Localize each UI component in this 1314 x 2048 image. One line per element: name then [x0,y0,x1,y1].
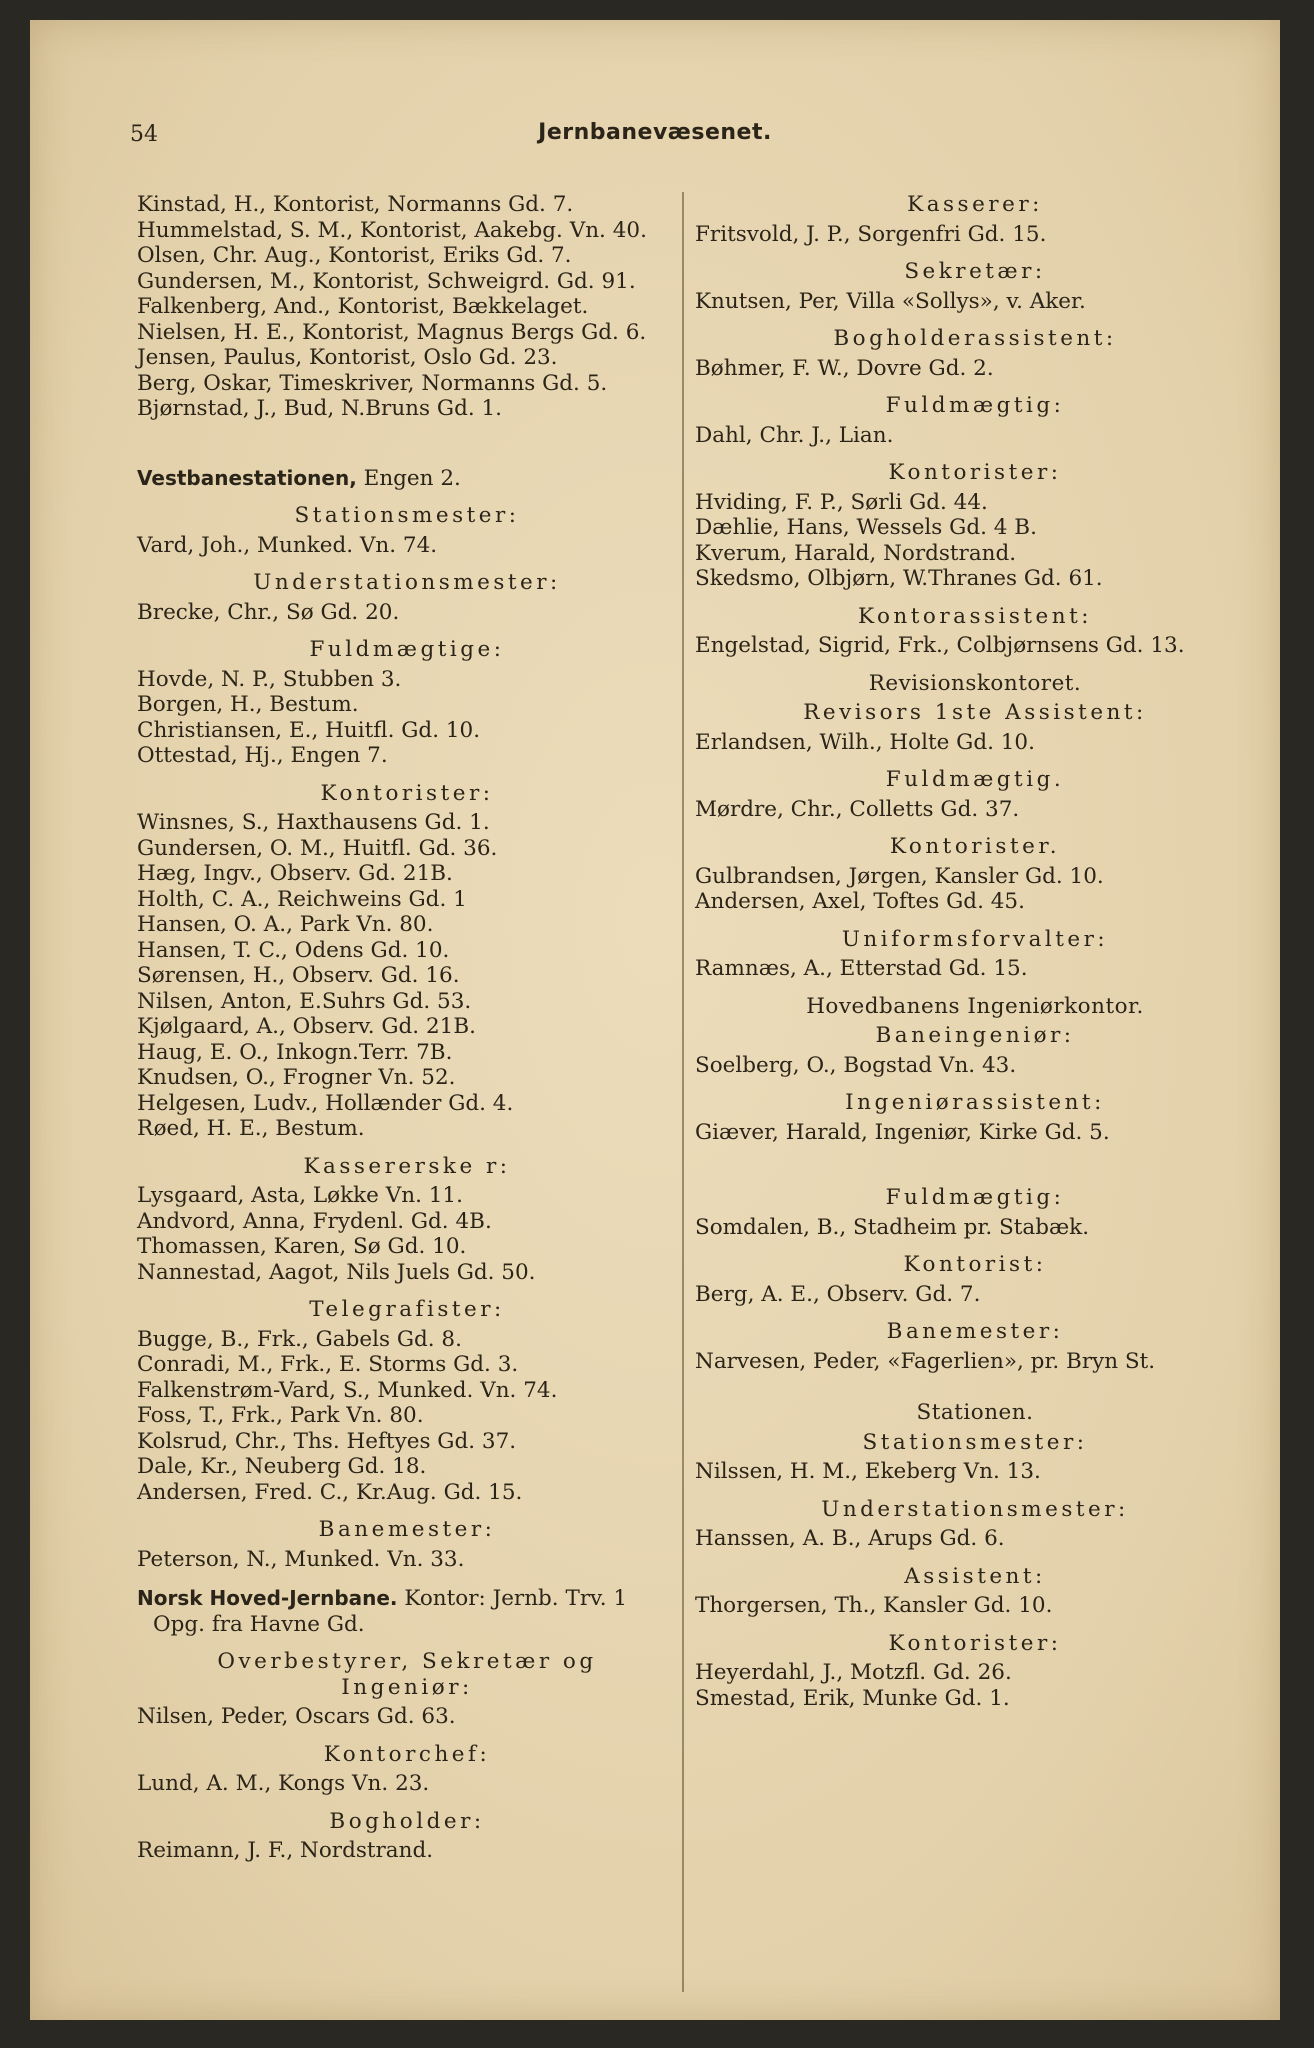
entry: Skedsmo, Olbjørn, W.Thranes Gd. 61. [695,566,1103,591]
entry: Falkenstrøm-Vard, S., Munked. Vn. 74. [137,1377,558,1403]
directory-page [30,20,1280,2020]
entry: Smestad, Erik, Munke Gd. 1. [695,1685,1010,1711]
entry: Ramnæs, A., Etterstad Gd. 15. [695,956,1028,981]
entry: Gundersen, O. M., Huitfl. Gd. 36. [137,835,498,861]
heading-stationsmester: Stationsmester: [294,503,520,528]
heading-kontorister: Kontorister. [889,834,1061,859]
heading-ingeniorassistent: Ingeniørassistent: [845,1090,1105,1115]
heading-stationsmester: Stationsmester: [862,1429,1088,1455]
entry: Peterson, N., Munked. Vn. 33. [137,1546,465,1572]
entry: Narvesen, Peder, «Fagerlien», pr. Bryn St. [695,1348,1156,1374]
entry: Christiansen, E., Huitfl. Gd. 10. [137,717,481,743]
running-title: Jernbanevæsenet. [538,120,772,145]
heading-kasserer: Kasserer: [907,192,1043,217]
heading-fuldmaegtig: Fuldmægtig. [885,767,1065,792]
entry: Borgen, H., Bestum. [137,692,359,717]
heading-baneingenior: Baneingeniør: [875,1023,1075,1048]
entry: Knutsen, Per, Villa «Sollys», v. Aker. [695,288,1086,314]
heading-bogholderassistent: Bogholderassistent: [833,326,1117,351]
section-hovedbanens-ingeniorkontor: Hovedbanens Ingeniørkontor. [806,993,1144,1019]
entry: Holth, C. A., Reichweins Gd. 1 [137,886,467,912]
entry: Dahl, Chr. J., Lian. [695,422,894,448]
org-address: Engen 2. [356,465,461,491]
heading-kontorist: Kontorist: [903,1252,1047,1277]
entry: Somdalen, B., Stadheim pr. Stabæk. [695,1214,1090,1240]
heading-banemester: Banemester: [318,1517,496,1542]
org-name: Vestbanestationen, [137,465,357,490]
heading-kassererske: Kassererske r: [303,1153,511,1179]
heading-kontorister: Kontorister: [888,460,1062,485]
entry: Kinstad, H., Kontorist, Normanns Gd. 7. [137,192,574,217]
page-number: 54 [130,122,158,147]
entry: Berg, Oskar, Timeskriver, Normanns Gd. 5. [137,370,608,396]
entry: Vard, Joh., Munked. Vn. 74. [137,532,438,558]
entry: Nannestad, Aagot, Nils Juels Gd. 50. [137,1259,536,1285]
entry: Gulbrandsen, Jørgen, Kansler Gd. 10. [695,863,1104,889]
heading-kontorchef: Kontorchef: [323,1741,491,1767]
entry: Heyerdahl, J., Motzfl. Gd. 26. [695,1660,1012,1685]
column-divider [682,192,684,1992]
entry: Ottestad, Hj., Engen 7. [137,743,388,768]
entry: Berg, A. E., Observ. Gd. 7. [695,1281,981,1307]
entry: Hovde, N. P., Stubben 3. [137,666,402,692]
org-address: Kontor: Jernb. Trv. 1 [397,1586,628,1611]
entry: Gundersen, M., Kontorist, Schweigrd. Gd. 91. [137,268,636,294]
entry: Andvord, Anna, Frydenl. Gd. 4B. [137,1208,492,1234]
entry: Hæg, Ingv., Observ. Gd. 21B. [137,861,453,886]
heading-kontorassistent: Kontorassistent: [857,603,1093,629]
entry: Hummelstad, S. M., Kontorist, Aakebg. Vn. 40. [137,217,647,243]
entry: Hanssen, A. B., Arups Gd. 6. [695,1526,1005,1551]
org-address-continued: Opg. fra Havne Gd. [153,1611,365,1637]
heading-telegrafister: Telegrafister: [309,1297,505,1322]
entry: Andersen, Fred. C., Kr.Aug. Gd. 15. [137,1479,523,1505]
entry: Winsnes, S., Haxthausens Gd. 1. [137,810,490,835]
entry: Fritsvold, J. P., Sorgenfri Gd. 15. [695,221,1047,247]
heading-fuldmaegtig: Fuldmægtig: [885,393,1065,418]
entry: Kolsrud, Chr., Ths. Heftyes Gd. 37. [137,1428,517,1454]
entry: Lund, A. M., Kongs Vn. 23. [137,1771,430,1796]
section-stationen: Stationen. [916,1400,1034,1425]
entry: Falkenberg, And., Kontorist, Bækkelaget. [137,294,589,319]
heading-assistent: Assistent: [904,1563,1046,1589]
heading-revisor: Revisors 1ste Assistent: [803,700,1147,725]
entry: Reimann, J. F., Nordstrand. [137,1838,434,1863]
section-norsk-hoved-jernbane [137,1586,677,1612]
entry: Hansen, T. C., Odens Gd. 10. [137,937,450,963]
right-column [695,192,1255,1711]
entry: Nilsen, Peder, Oscars Gd. 63. [137,1704,456,1729]
heading-uniformsforvalter: Uniformsforvalter: [841,926,1109,952]
entry: Conradi, M., Frk., E. Storms Gd. 3. [137,1352,519,1377]
entry: Jensen, Paulus, Kontorist, Oslo Gd. 23. [137,345,558,370]
entry: Knudsen, O., Frogner Vn. 52. [137,1065,456,1090]
entry: Thorgersen, Th., Kansler Gd. 10. [695,1593,1053,1618]
entry: Mørdre, Chr., Colletts Gd. 37. [695,796,1020,822]
heading-banemester: Banemester: [886,1319,1064,1344]
heading-bogholder: Bogholder: [329,1808,485,1834]
entry: Hviding, F. P., Sørli Gd. 44. [695,489,988,515]
entry: Andersen, Axel, Toftes Gd. 45. [695,889,1025,914]
heading-fuldmaegtige: Fuldmægtige: [309,637,505,662]
entry: Kverum, Harald, Nordstrand. [695,540,1017,566]
heading-fuldmaegtig: Fuldmægtig: [885,1185,1065,1210]
entry: Nielsen, H. E., Kontorist, Magnus Bergs Gd. 6. [137,319,647,345]
entry: Bugge, B., Frk., Gabels Gd. 8. [137,1326,462,1352]
entry: Nilsen, Anton, E.Suhrs Gd. 53. [137,988,472,1014]
section-vestbanestationen [137,466,677,492]
entry: Dale, Kr., Neuberg Gd. 18. [137,1454,427,1479]
entry: Giæver, Harald, Ingeniør, Kirke Gd. 5. [695,1119,1110,1145]
heading-sekretaer: Sekretær: [904,259,1046,284]
entry: Kjølgaard, A., Observ. Gd. 21B. [137,1014,476,1039]
heading-understationsmester: Understationsmester: [253,570,561,595]
entry: Thomassen, Karen, Sø Gd. 10. [137,1234,467,1259]
heading-kontorister: Kontorister: [888,1630,1062,1656]
heading-understationsmester: Understationsmester: [821,1496,1129,1522]
entry: Haug, E. O., Inkogn.Terr. 7B. [137,1039,453,1065]
entry: Hansen, O. A., Park Vn. 80. [137,912,434,937]
entry: Bøhmer, F. W., Dovre Gd. 2. [695,355,994,381]
section-revisionskontoret: Revisionskontoret. [868,670,1082,696]
entry: Sørensen, H., Observ. Gd. 16. [137,963,460,988]
heading-overbestyrer: Overbestyrer, Sekretær og [217,1649,597,1674]
entry: Olsen, Chr. Aug., Kontorist, Eriks Gd. 7. [137,243,572,268]
entry: Dæhlie, Hans, Wessels Gd. 4 B. [695,515,1037,540]
entry: Røed, H. E., Bestum. [137,1116,365,1141]
entry: Bjørnstad, J., Bud, N.Bruns Gd. 1. [137,396,503,421]
entry: Soelberg, O., Bogstad Vn. 43. [695,1052,1017,1078]
entry: Nilssen, H. M., Ekeberg Vn. 13. [695,1459,1041,1484]
entry: Brecke, Chr., Sø Gd. 20. [137,599,400,625]
org-name: Norsk Hoved-Jernbane. [137,1586,398,1610]
entry: Erlandsen, Wilh., Holte Gd. 10. [695,729,1035,755]
entry: Engelstad, Sigrid, Frk., Colbjørnsens Gd. 13. [695,633,1185,658]
heading-overbestyrer-cont: Ingeniør: [341,1674,473,1700]
entry: Lysgaard, Asta, Løkke Vn. 11. [137,1183,463,1208]
entry: Foss, T., Frk., Park Vn. 80. [137,1403,424,1428]
heading-kontorister: Kontorister: [320,780,494,806]
left-column [137,192,677,1864]
entry: Helgesen, Ludv., Hollænder Gd. 4. [137,1090,514,1116]
